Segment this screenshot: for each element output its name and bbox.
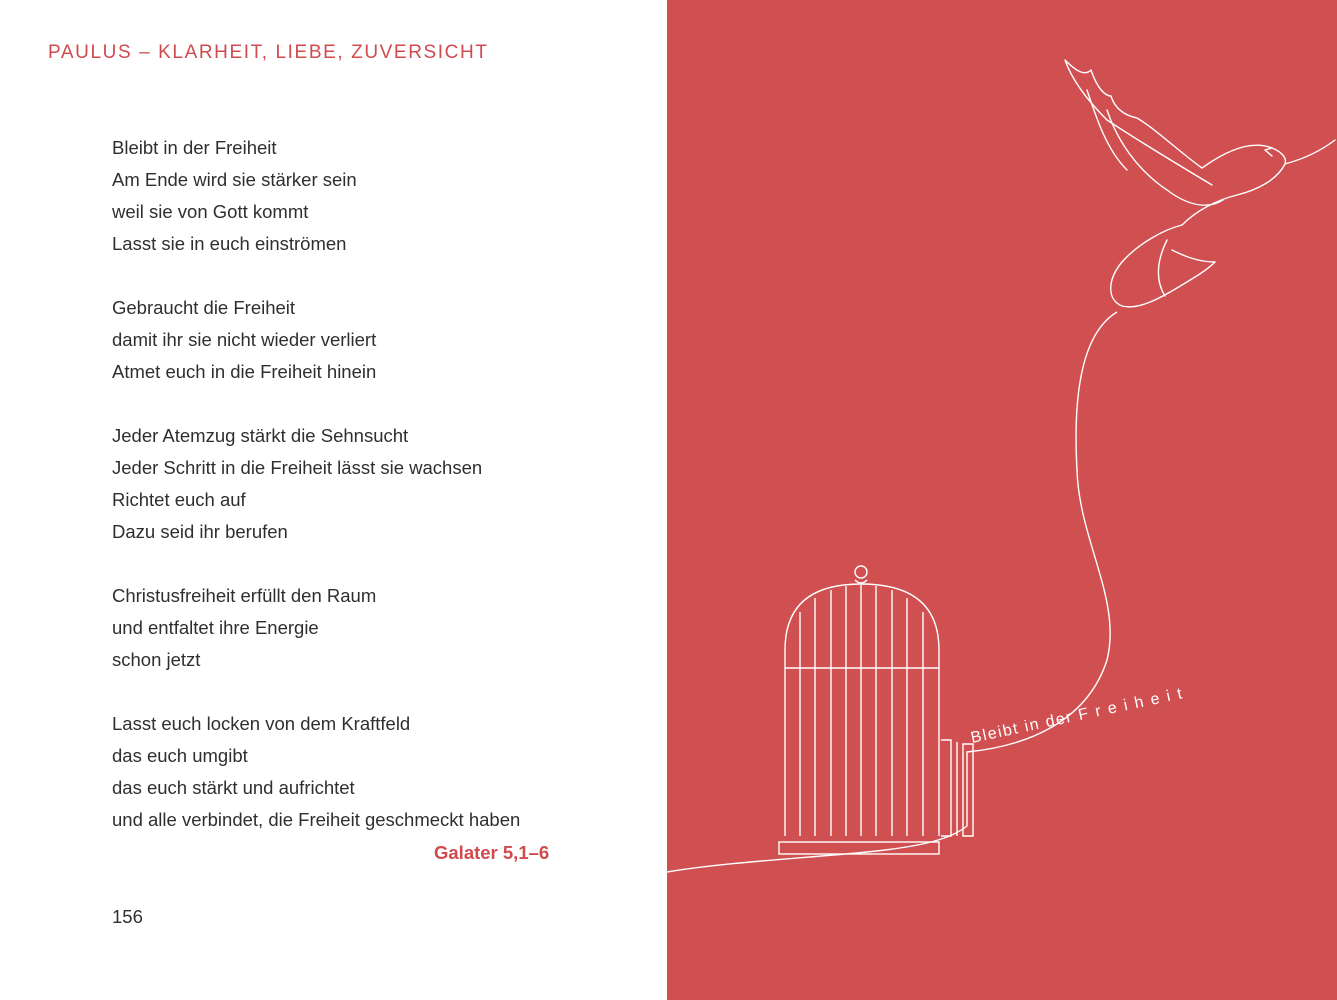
stanza — [112, 422, 572, 550]
poem-line: Richtet euch auf — [112, 489, 246, 510]
poem-line: Atmet euch in die Freiheit hinein — [112, 361, 377, 382]
poem-line: Christusfreiheit erfüllt den Raum — [112, 585, 377, 606]
stanza — [112, 710, 572, 838]
right-page — [667, 0, 1337, 1000]
bible-reference: Galater 5,1–6 — [434, 842, 550, 863]
poem — [112, 134, 572, 870]
poem-line: das euch umgibt — [112, 745, 248, 766]
poem-line: Jeder Schritt in die Freiheit lässt sie wachsen — [112, 457, 483, 478]
poem-line: Lasst euch locken von dem Kraftfeld — [112, 713, 411, 734]
line-illustration — [667, 0, 1337, 1000]
poem-line: und entfaltet ihre Energie — [112, 617, 319, 638]
poem-line: Lasst sie in euch einströmen — [112, 233, 347, 254]
stanza — [112, 582, 572, 678]
poem-line: Gebraucht die Freiheit — [112, 297, 296, 318]
poem-line: Dazu seid ihr berufen — [112, 521, 288, 542]
running-head: PAULUS – KLARHEIT, LIEBE, ZUVERSICHT — [48, 42, 489, 63]
poem-line: Jeder Atemzug stärkt die Sehnsucht — [112, 425, 409, 446]
poem-line: Am Ende wird sie stärker sein — [112, 169, 357, 190]
stanza — [112, 294, 572, 390]
page-number: 156 — [112, 906, 143, 927]
poem-line: und alle verbindet, die Freiheit geschmeckt haben — [112, 809, 521, 830]
birdcage-icon — [779, 566, 973, 854]
poem-line: das euch stärkt und aufrichtet — [112, 777, 355, 798]
dove-icon — [1065, 60, 1335, 307]
left-page — [0, 0, 667, 1000]
ribbon-text: Bleibt in der F r e i h e i t — [969, 685, 1185, 747]
poem-line: schon jetzt — [112, 649, 201, 670]
poem-line: weil sie von Gott kommt — [112, 201, 309, 222]
poem-line: damit ihr sie nicht wieder verliert — [112, 329, 377, 350]
stanza — [112, 134, 572, 262]
poem-line: Bleibt in der Freiheit — [112, 137, 277, 158]
